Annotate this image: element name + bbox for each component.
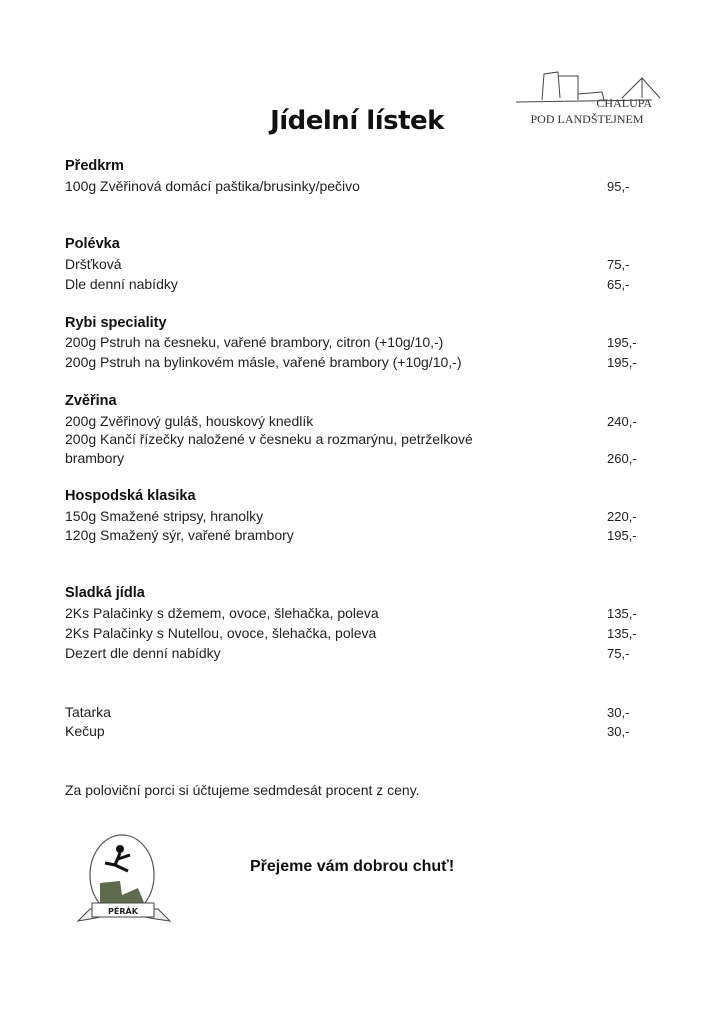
menu-item-price: 195,-: [607, 335, 637, 350]
section-heading: Hospodská klasika: [65, 488, 196, 504]
logo-line2: POD LANDŠTEJNEM: [530, 112, 644, 126]
menu-item-price: 195,-: [607, 355, 637, 370]
perak-logo: [70, 833, 175, 928]
menu-item-name: 120g Smažený sýr, vařené brambory: [65, 527, 294, 543]
closing-wish: Přejeme vám dobrou chuť!: [250, 858, 455, 875]
section-heading: Předkrm: [65, 158, 124, 174]
menu-item-name: 2Ks Palačinky s Nutellou, ovoce, šlehačka, poleva: [65, 625, 377, 641]
page-title: Jídelní lístek: [270, 106, 444, 136]
menu-item-name-continued: brambory: [65, 450, 125, 466]
half-portion-note: Za poloviční porci si účtujeme sedmdesát procent z ceny.: [65, 782, 420, 798]
menu-item-price: 240,-: [607, 414, 637, 429]
menu-item-name: Dezert dle denní nabídky: [65, 645, 221, 661]
menu-item-price: 135,-: [607, 606, 637, 621]
menu-item-name: Kečup: [65, 723, 105, 739]
menu-item-price: 220,-: [607, 509, 637, 524]
section-heading: Zvěřina: [65, 393, 117, 409]
menu-item-name: Dle denní nabídky: [65, 276, 178, 292]
logo-line1: CHALUPA: [596, 96, 652, 110]
menu-item-price: 75,-: [607, 257, 630, 272]
chalupa-logo: [512, 68, 662, 134]
menu-item-price: 75,-: [607, 646, 630, 661]
menu-item-price: 65,-: [607, 277, 630, 292]
perak-emblem-icon: [70, 833, 175, 928]
section-heading: Polévka: [65, 236, 120, 252]
menu-item-name: 150g Smažené stripsy, hranolky: [65, 508, 264, 524]
menu-item-price: 30,-: [607, 705, 630, 720]
menu-item-name: 200g Pstruh na bylinkovém másle, vařené brambory (+10g/10,-): [65, 354, 462, 370]
menu-item-price: 135,-: [607, 626, 637, 641]
svg-text:PĚRÁK: PĚRÁK: [108, 907, 138, 916]
menu-item-name: 200g Pstruh na česneku, vařené brambory, citron (+10g/10,-): [65, 334, 444, 350]
menu-item-price: 95,-: [607, 179, 630, 194]
menu-item-name: 2Ks Palačinky s džemem, ovoce, šlehačka, poleva: [65, 605, 379, 621]
menu-item-price: 195,-: [607, 528, 637, 543]
menu-item-name: Tatarka: [65, 704, 111, 720]
menu-item-price: 260,-: [607, 451, 637, 466]
menu-item-name: 100g Zvěřinová domácí paštika/brusinky/pečivo: [65, 178, 360, 194]
menu-item-name: 200g Zvěřinový guláš, houskový knedlík: [65, 413, 314, 429]
menu-item-name: Dršťková: [65, 256, 122, 272]
section-heading: Sladká jídla: [65, 585, 145, 601]
section-heading: Rybi speciality: [65, 315, 167, 331]
menu-item-name: 200g Kančí řízečky naložené v česneku a rozmarýnu, petrželkové: [65, 431, 473, 447]
menu-item-price: 30,-: [607, 724, 630, 739]
